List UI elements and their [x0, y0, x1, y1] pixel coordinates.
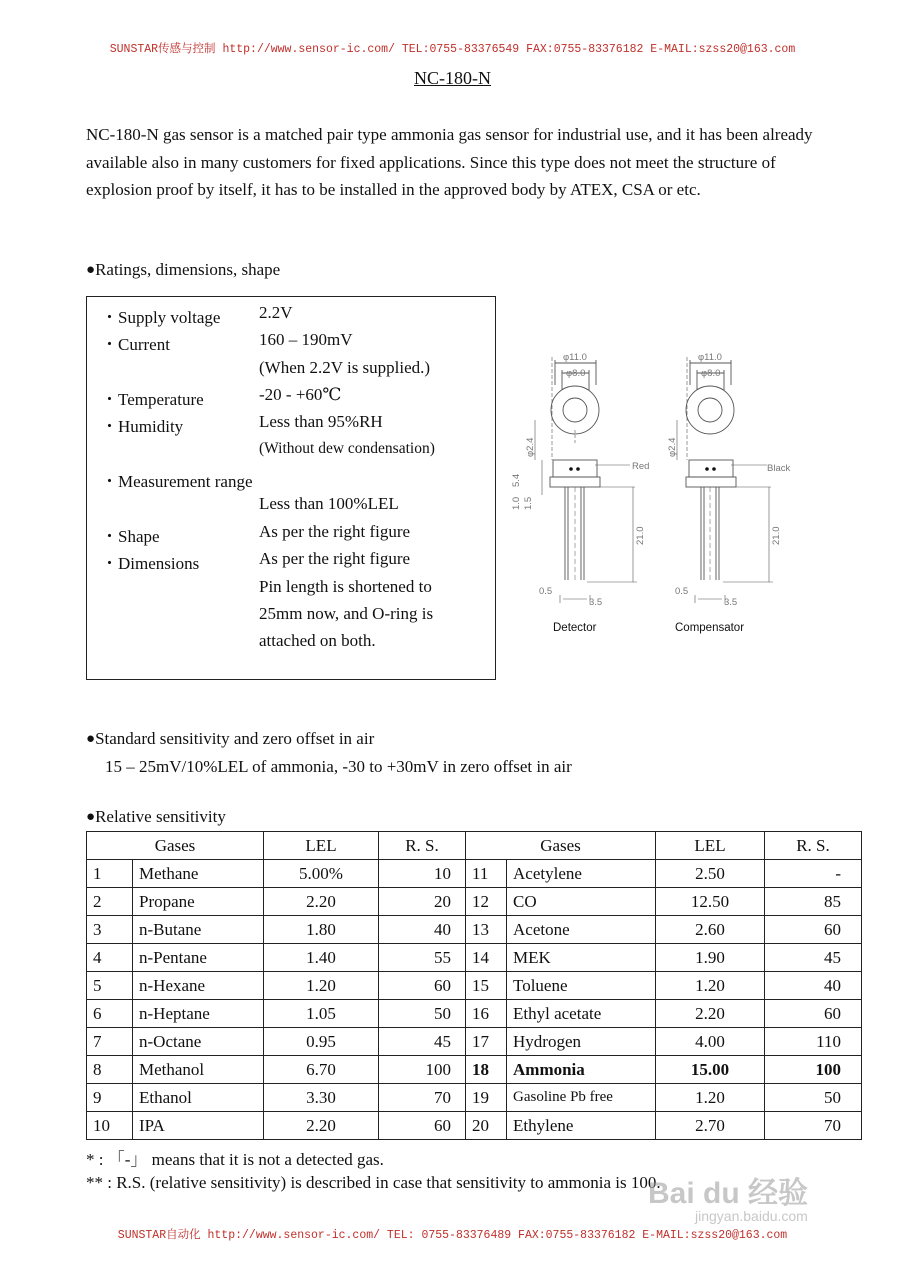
current-label: ・Current [101, 335, 170, 354]
section-ratings-label: Ratings, dimensions, shape [95, 260, 281, 279]
table-row [87, 1000, 862, 1028]
cell-lel: 2.20 [264, 1112, 379, 1140]
cell-gas: Gasoline Pb free [507, 1084, 656, 1112]
step-height-label: 1.5 [523, 496, 534, 510]
outer-diameter-label-2: φ11.0 [698, 352, 722, 363]
cell-lel: 1.80 [264, 916, 379, 944]
cell-number: 4 [87, 944, 133, 972]
cell-gas: Toluene [507, 972, 656, 1000]
cell-rs: 10 [379, 860, 466, 888]
cell-number: 6 [87, 1000, 133, 1028]
relative-sensitivity-table [86, 831, 862, 1140]
cell-rs: 100 [765, 1056, 862, 1084]
base-height-label: 1.0 [511, 496, 522, 510]
sensitivity-value: 15 – 25mV/10%LEL of ammonia, -30 to +30mV in zero offset in air [105, 757, 572, 776]
pin-length-label-2: 21.0 [771, 526, 782, 545]
table-row [87, 1028, 862, 1056]
cell-number: 20 [466, 1112, 507, 1140]
bullet-icon: ● [86, 262, 96, 278]
cell-gas: Methanol [133, 1056, 264, 1084]
temperature-value: -20 - +60℃ [259, 385, 342, 404]
cell-gas: n-Octane [133, 1028, 264, 1056]
inner-diameter-label: φ8.0 [566, 368, 586, 379]
cell-gas: MEK [507, 944, 656, 972]
cell-gas: Acetone [507, 916, 656, 944]
cell-gas: n-Butane [133, 916, 264, 944]
cell-lel: 2.70 [656, 1112, 765, 1140]
cell-gas: Propane [133, 888, 264, 916]
cell-gas: Ethylene [507, 1112, 656, 1140]
header-rs-2: R. S. [765, 832, 862, 860]
header-gases: Gases [87, 832, 264, 860]
current-value: 160 – 190mV [259, 330, 353, 349]
cell-lel: 15.00 [656, 1056, 765, 1084]
header-contact-line: SUNSTAR传感与控制 http://www.sensor-ic.com/ TEL:0755-83376549 FAX:0755-83376182 E-MAIL:szss20@163.com [109, 43, 796, 56]
cell-lel: 2.60 [656, 916, 765, 944]
header-lel-2: LEL [656, 832, 765, 860]
cell-rs: 70 [379, 1084, 466, 1112]
mark-red-label: Red [632, 461, 650, 472]
cell-gas: Acetylene [507, 860, 656, 888]
cell-number: 18 [466, 1056, 507, 1084]
cell-lel: 1.20 [656, 1084, 765, 1112]
cell-number: 1 [87, 860, 133, 888]
section-relative [86, 807, 226, 827]
cell-number: 11 [466, 860, 507, 888]
cell-rs: 60 [379, 1112, 466, 1140]
cell-rs: 60 [379, 972, 466, 1000]
sensor-dimension-drawing [505, 345, 825, 640]
cell-number: 8 [87, 1056, 133, 1084]
section-relative-label: Relative sensitivity [95, 807, 226, 826]
supply-value: 2.2V [259, 303, 293, 322]
bullet-icon: ● [86, 809, 96, 825]
cell-number: 17 [466, 1028, 507, 1056]
table-header-row [87, 832, 862, 860]
cell-number: 5 [87, 972, 133, 1000]
cell-lel: 1.20 [656, 972, 765, 1000]
cell-lel: 6.70 [264, 1056, 379, 1084]
pin-pitch-label-2: 3.5 [724, 597, 738, 608]
intro-paragraph: NC-180-N gas sensor is a matched pair type ammonia gas sensor for industrial use, and it has been already available also in many customers for fixed applications. Since this type does not meet the structure of explosion proof by itself, it has to be installed in the approved body by ATEX, CSA or etc. [86, 125, 813, 199]
cell-lel: 1.05 [264, 1000, 379, 1028]
cell-rs: 110 [765, 1028, 862, 1056]
cell-lel: 2.20 [264, 888, 379, 916]
table-row [87, 1084, 862, 1112]
bullet-icon: ● [86, 731, 96, 747]
cell-gas: Hydrogen [507, 1028, 656, 1056]
cell-number: 12 [466, 888, 507, 916]
outer-diameter-label: φ11.0 [563, 352, 587, 363]
table-row [87, 972, 862, 1000]
mark-black-label: Black [767, 463, 791, 474]
footer-contact-line: SUNSTAR自动化 http://www.sensor-ic.com/ TEL: 0755-83376489 FAX:0755-83376182 E-MAIL:szss20@163.com [117, 1229, 788, 1242]
cell-rs: 45 [379, 1028, 466, 1056]
cell-number: 16 [466, 1000, 507, 1028]
cell-rs: 100 [379, 1056, 466, 1084]
cell-number: 19 [466, 1084, 507, 1112]
cell-lel: 1.90 [656, 944, 765, 972]
humidity-note: (Without dew condensation) [259, 440, 435, 457]
cell-rs: 50 [765, 1084, 862, 1112]
pin-pitch-label: 3.5 [589, 597, 603, 608]
cell-rs: 20 [379, 888, 466, 916]
cell-gas: Ethyl acetate [507, 1000, 656, 1028]
cell-gas: n-Pentane [133, 944, 264, 972]
cell-number: 14 [466, 944, 507, 972]
pin-diameter-label: φ2.4 [525, 437, 536, 457]
cell-rs: 45 [765, 944, 862, 972]
header-rs: R. S. [379, 832, 466, 860]
cell-number: 9 [87, 1084, 133, 1112]
note-not-detected: * : 「-」 means that it is not a detected gas. [86, 1150, 384, 1169]
temperature-label: ・Temperature [101, 390, 204, 409]
humidity-label: ・Humidity [101, 417, 184, 436]
compensator-caption: Compensator [675, 622, 745, 634]
cell-number: 13 [466, 916, 507, 944]
dimensions-value: As per the right figure [259, 549, 411, 568]
cell-gas: n-Hexane [133, 972, 264, 1000]
section-sensitivity-heading [86, 725, 572, 753]
cell-lel: 2.20 [656, 1000, 765, 1028]
cell-number: 7 [87, 1028, 133, 1056]
cell-number: 2 [87, 888, 133, 916]
humidity-value: Less than 95%RH [259, 412, 383, 431]
inner-diameter-label-2: φ8.0 [701, 368, 721, 379]
range-label: ・Measurement range [101, 472, 253, 491]
table-row [87, 916, 862, 944]
shape-label: ・Shape [101, 527, 160, 546]
cell-lel: 12.50 [656, 888, 765, 916]
specs-box [86, 296, 496, 680]
cell-lel: 5.00% [264, 860, 379, 888]
dimensions-label: ・Dimensions [101, 554, 200, 573]
cell-rs: 40 [379, 916, 466, 944]
table-row [87, 944, 862, 972]
table-row [87, 860, 862, 888]
cell-lel: 3.30 [264, 1084, 379, 1112]
cap-height-label: 5.4 [511, 473, 522, 487]
cell-gas: Methane [133, 860, 264, 888]
detector-figure [535, 357, 637, 603]
cell-rs: 60 [765, 916, 862, 944]
cell-rs: 40 [765, 972, 862, 1000]
cell-rs: 60 [765, 1000, 862, 1028]
supply-label: ・Supply voltage [101, 308, 221, 327]
cell-gas: CO [507, 888, 656, 916]
compensator-figure [677, 357, 773, 603]
dimensions-note-1: Pin length is shortened to [259, 577, 432, 596]
page-title: NC-180-N [414, 68, 491, 88]
section-sensitivity [86, 725, 572, 781]
cell-gas: Ethanol [133, 1084, 264, 1112]
section-sensitivity-label: Standard sensitivity and zero offset in air [95, 729, 375, 748]
cell-rs: 85 [765, 888, 862, 916]
table-row [87, 1112, 862, 1140]
cell-rs: 70 [765, 1112, 862, 1140]
pin-diameter-label-2: φ2.4 [667, 437, 678, 457]
range-value: Less than 100%LEL [259, 494, 399, 513]
cell-rs: 50 [379, 1000, 466, 1028]
cell-number: 10 [87, 1112, 133, 1140]
cell-number: 3 [87, 916, 133, 944]
table-row [87, 888, 862, 916]
cell-lel: 1.20 [264, 972, 379, 1000]
pin-width-label-2: 0.5 [675, 586, 689, 597]
cell-lel: 1.40 [264, 944, 379, 972]
cell-gas: n-Heptane [133, 1000, 264, 1028]
section-ratings [86, 260, 280, 280]
cell-lel: 2.50 [656, 860, 765, 888]
header-gases-2: Gases [466, 832, 656, 860]
dimensions-note-3: attached on both. [259, 631, 376, 650]
cell-lel: 0.95 [264, 1028, 379, 1056]
current-note: (When 2.2V is supplied.) [259, 358, 431, 377]
cell-lel: 4.00 [656, 1028, 765, 1056]
pin-width-label: 0.5 [539, 586, 553, 597]
cell-gas: IPA [133, 1112, 264, 1140]
detector-caption: Detector [553, 622, 597, 634]
header-lel: LEL [264, 832, 379, 860]
pin-length-label: 21.0 [635, 526, 646, 545]
cell-gas: Ammonia [507, 1056, 656, 1084]
cell-rs: - [765, 860, 862, 888]
cell-rs: 55 [379, 944, 466, 972]
watermark-brand: Bai du 经验 [648, 1177, 809, 1210]
note-relative-sensitivity: ** : R.S. (relative sensitivity) is described in case that sensitivity to ammonia is 100. [86, 1173, 661, 1192]
dimensions-note-2: 25mm now, and O-ring is [259, 604, 434, 623]
shape-value: As per the right figure [259, 522, 411, 541]
table-row [87, 1056, 862, 1084]
cell-number: 15 [466, 972, 507, 1000]
watermark-url: jingyan.baidu.com [695, 1208, 808, 1224]
